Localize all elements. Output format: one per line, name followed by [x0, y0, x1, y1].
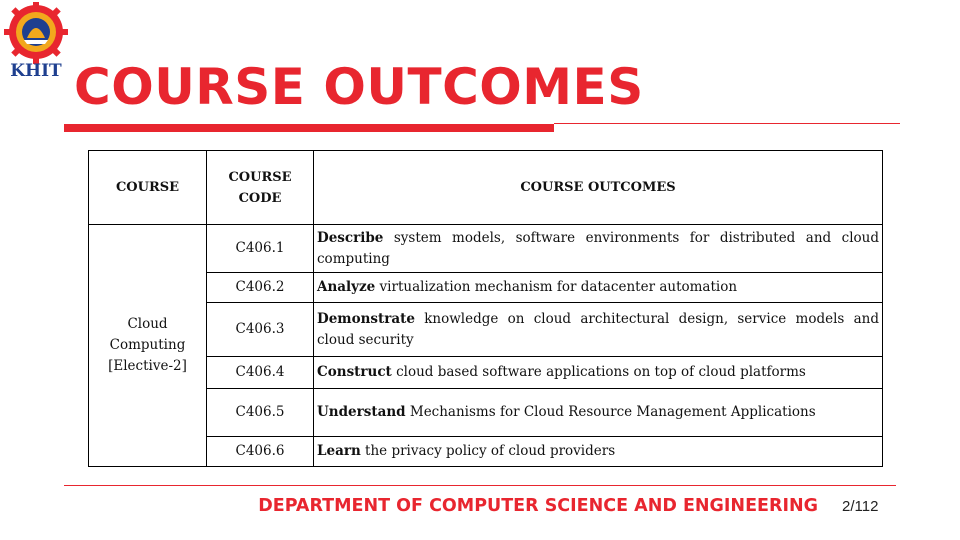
outcome-cell [314, 273, 883, 303]
course-outcomes-table [88, 150, 883, 467]
table-row [89, 303, 883, 357]
outcome-text: cloud based software applications on top of cloud platforms [391, 364, 806, 380]
outcome-text: system models, software environments for distributed and cloud computing [317, 229, 879, 267]
outcome-cell [314, 357, 883, 389]
course-name-cell: Cloud Computing [Elective-2] [89, 225, 207, 467]
header-course-outcomes: COURSE OUTCOMES [314, 151, 883, 225]
table-row [89, 437, 883, 467]
outcome-verb: Analyze [317, 279, 376, 295]
khit-logo [4, 2, 68, 78]
header-course: COURSE [89, 151, 207, 225]
outcome-text: Mechanisms for Cloud Resource Management Applications [405, 404, 816, 420]
course-code-cell: C406.2 [207, 273, 314, 303]
title-underline-thin [554, 123, 900, 124]
outcome-cell [314, 303, 883, 357]
header-course-code: COURSE CODE [207, 151, 314, 225]
footer-department: DEPARTMENT OF COMPUTER SCIENCE AND ENGINEERING [258, 496, 818, 516]
outcome-text: virtualization mechanism for datacenter automation [375, 279, 738, 295]
course-code-cell: C406.3 [207, 303, 314, 357]
page-number: 2/112 [842, 498, 879, 515]
title-underline-thick [64, 124, 554, 132]
outcome-cell [314, 389, 883, 437]
outcome-verb: Learn [317, 443, 361, 459]
outcome-verb: Understand [317, 404, 406, 420]
course-code-cell: C406.6 [207, 437, 314, 467]
table-header-row [89, 151, 883, 225]
outcome-verb: Construct [317, 364, 392, 380]
table-row [89, 357, 883, 389]
course-code-cell: C406.5 [207, 389, 314, 437]
footer-divider [64, 485, 896, 486]
course-code-cell: C406.1 [207, 225, 314, 273]
outcome-text: knowledge on cloud architectural design, service models and cloud security [317, 310, 879, 348]
course-code-cell: C406.4 [207, 357, 314, 389]
outcome-text: the privacy policy of cloud providers [360, 443, 616, 459]
table-row [89, 225, 883, 273]
page-title: COURSE OUTCOMES [74, 58, 644, 116]
table-row [89, 273, 883, 303]
outcome-cell [314, 225, 883, 273]
table-row [89, 389, 883, 437]
logo-text: KHIT [10, 61, 62, 78]
outcome-verb: Demonstrate [317, 310, 415, 327]
outcome-verb: Describe [317, 229, 384, 246]
outcome-cell [314, 437, 883, 467]
